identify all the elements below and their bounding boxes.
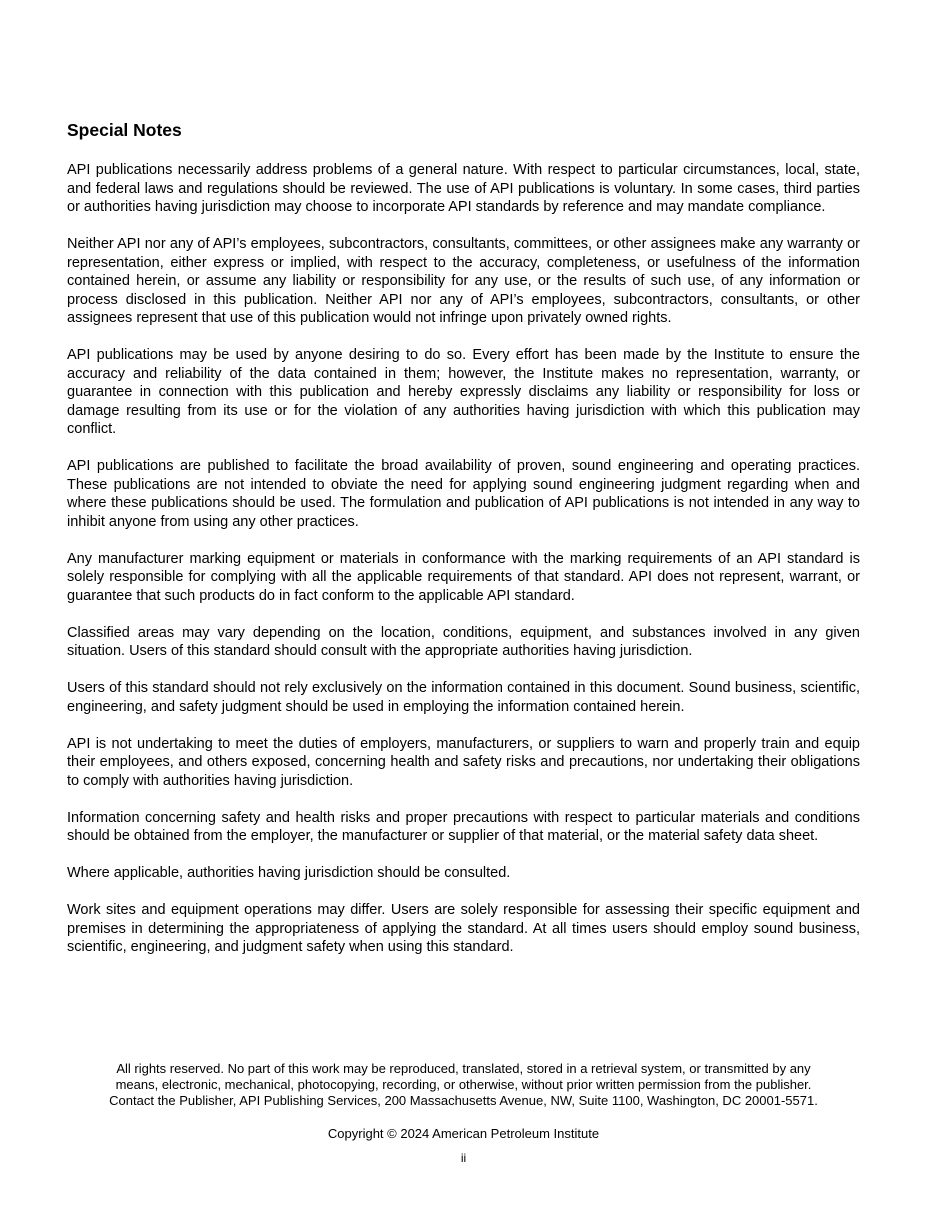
copyright-notice: Copyright © 2024 American Petroleum Institute bbox=[327, 1126, 600, 1141]
paragraph-judgment: Users of this standard should not rely exclusively on the information contained in this document. Sound business, scientific, engineering, and safety judgment should be used in employing the information contained herein. bbox=[67, 680, 860, 715]
paragraph-manufacturer-marking: Any manufacturer marking equipment or materials in conformance with the marking requirements of an API standard is solely responsible for complying with all the applicable requirements of that standard. API does not represent, warrant, or guarantee that such products do in fact conform to the applicable API standard. bbox=[67, 550, 860, 604]
paragraph-employer-duties: API is not undertaking to meet the duties of employers, manufacturers, or suppliers to warn and properly train and equip their employees, and others exposed, concerning health and safety risks and precautions, nor undertaking their obligations to comply with authorities having jurisdiction. bbox=[67, 735, 860, 789]
page-number: ii bbox=[460, 1151, 467, 1165]
page-footer bbox=[67, 1061, 860, 1166]
special-notes-section bbox=[67, 119, 860, 975]
rights-line: All rights reserved. No part of this work may be reproduced, translated, stored in a retrieval system, or transmitted by any bbox=[116, 1061, 811, 1076]
paragraph-general-nature: API publications necessarily address problems of a general nature. With respect to particular circumstances, local, state, and federal laws and regulations should be reviewed. The use of API publications is voluntary. In some cases, third parties or authorities having jurisdiction may choose to incorporate API standards by reference and may mandate compliance. bbox=[67, 162, 860, 215]
section-title: Special Notes bbox=[67, 120, 182, 140]
paragraph-authorities: Where applicable, authorities having jurisdiction should be consulted. bbox=[67, 865, 511, 881]
rights-notice bbox=[67, 1061, 860, 1109]
rights-line: Contact the Publisher, API Publishing Services, 200 Massachusetts Avenue, NW, Suite 1100, Washington, DC 20001-5571. bbox=[109, 1093, 818, 1108]
paragraph-work-sites: Work sites and equipment operations may differ. Users are solely responsible for assessing their specific equipment and premises in determining the appropriateness of applying the standard. At all times users should employ sound business, scientific, engineering, and judgment safety when using this standard. bbox=[67, 902, 860, 955]
paragraph-safety-health-risks: Information concerning safety and health risks and proper precautions with respect to particular materials and conditions should be obtained from the employer, the manufacturer or supplier of that material, or the material safety data sheet. bbox=[67, 809, 860, 844]
paragraph-use-by-anyone: API publications may be used by anyone desiring to do so. Every effort has been made by the Institute to ensure the accuracy and reliability of the data contained in them; however, the Institute makes no representation, warranty, or guarantee in connection with this publication and hereby expressly disclaims any liability or responsibility for loss or damage resulting from its use or for the violation of any authorities having jurisdiction with which this publication may conflict. bbox=[67, 347, 860, 437]
paragraph-no-warranty: Neither API nor any of API’s employees, subcontractors, consultants, committees, or other assignees make any warranty or representation, either express or implied, with respect to the accuracy, completeness, or usefulness of the information contained herein, or assume any liability or responsibility for any use, or the results of such use, of any information or process disclosed in this publication. Neither API nor any of API’s employees, subcontractors, consultants, or other assignees represent that use of this publication would not infringe upon privately owned rights. bbox=[67, 236, 860, 326]
rights-line: means, electronic, mechanical, photocopying, recording, or otherwise, without prior written permission from the publisher. bbox=[115, 1077, 812, 1092]
paragraph-engineering-practices: API publications are published to facilitate the broad availability of proven, sound engineering and operating practices. These publications are not intended to obviate the need for applying sound engineering judgment regarding when and where these publications should be used. The formulation and publication of API publications is not intended in any way to inhibit anyone from using any other practices. bbox=[67, 458, 860, 530]
paragraph-classified-areas: Classified areas may vary depending on the location, conditions, equipment, and substances involved in any given situation. Users of this standard should consult with the appropriate authorities having jurisdiction. bbox=[67, 624, 860, 659]
